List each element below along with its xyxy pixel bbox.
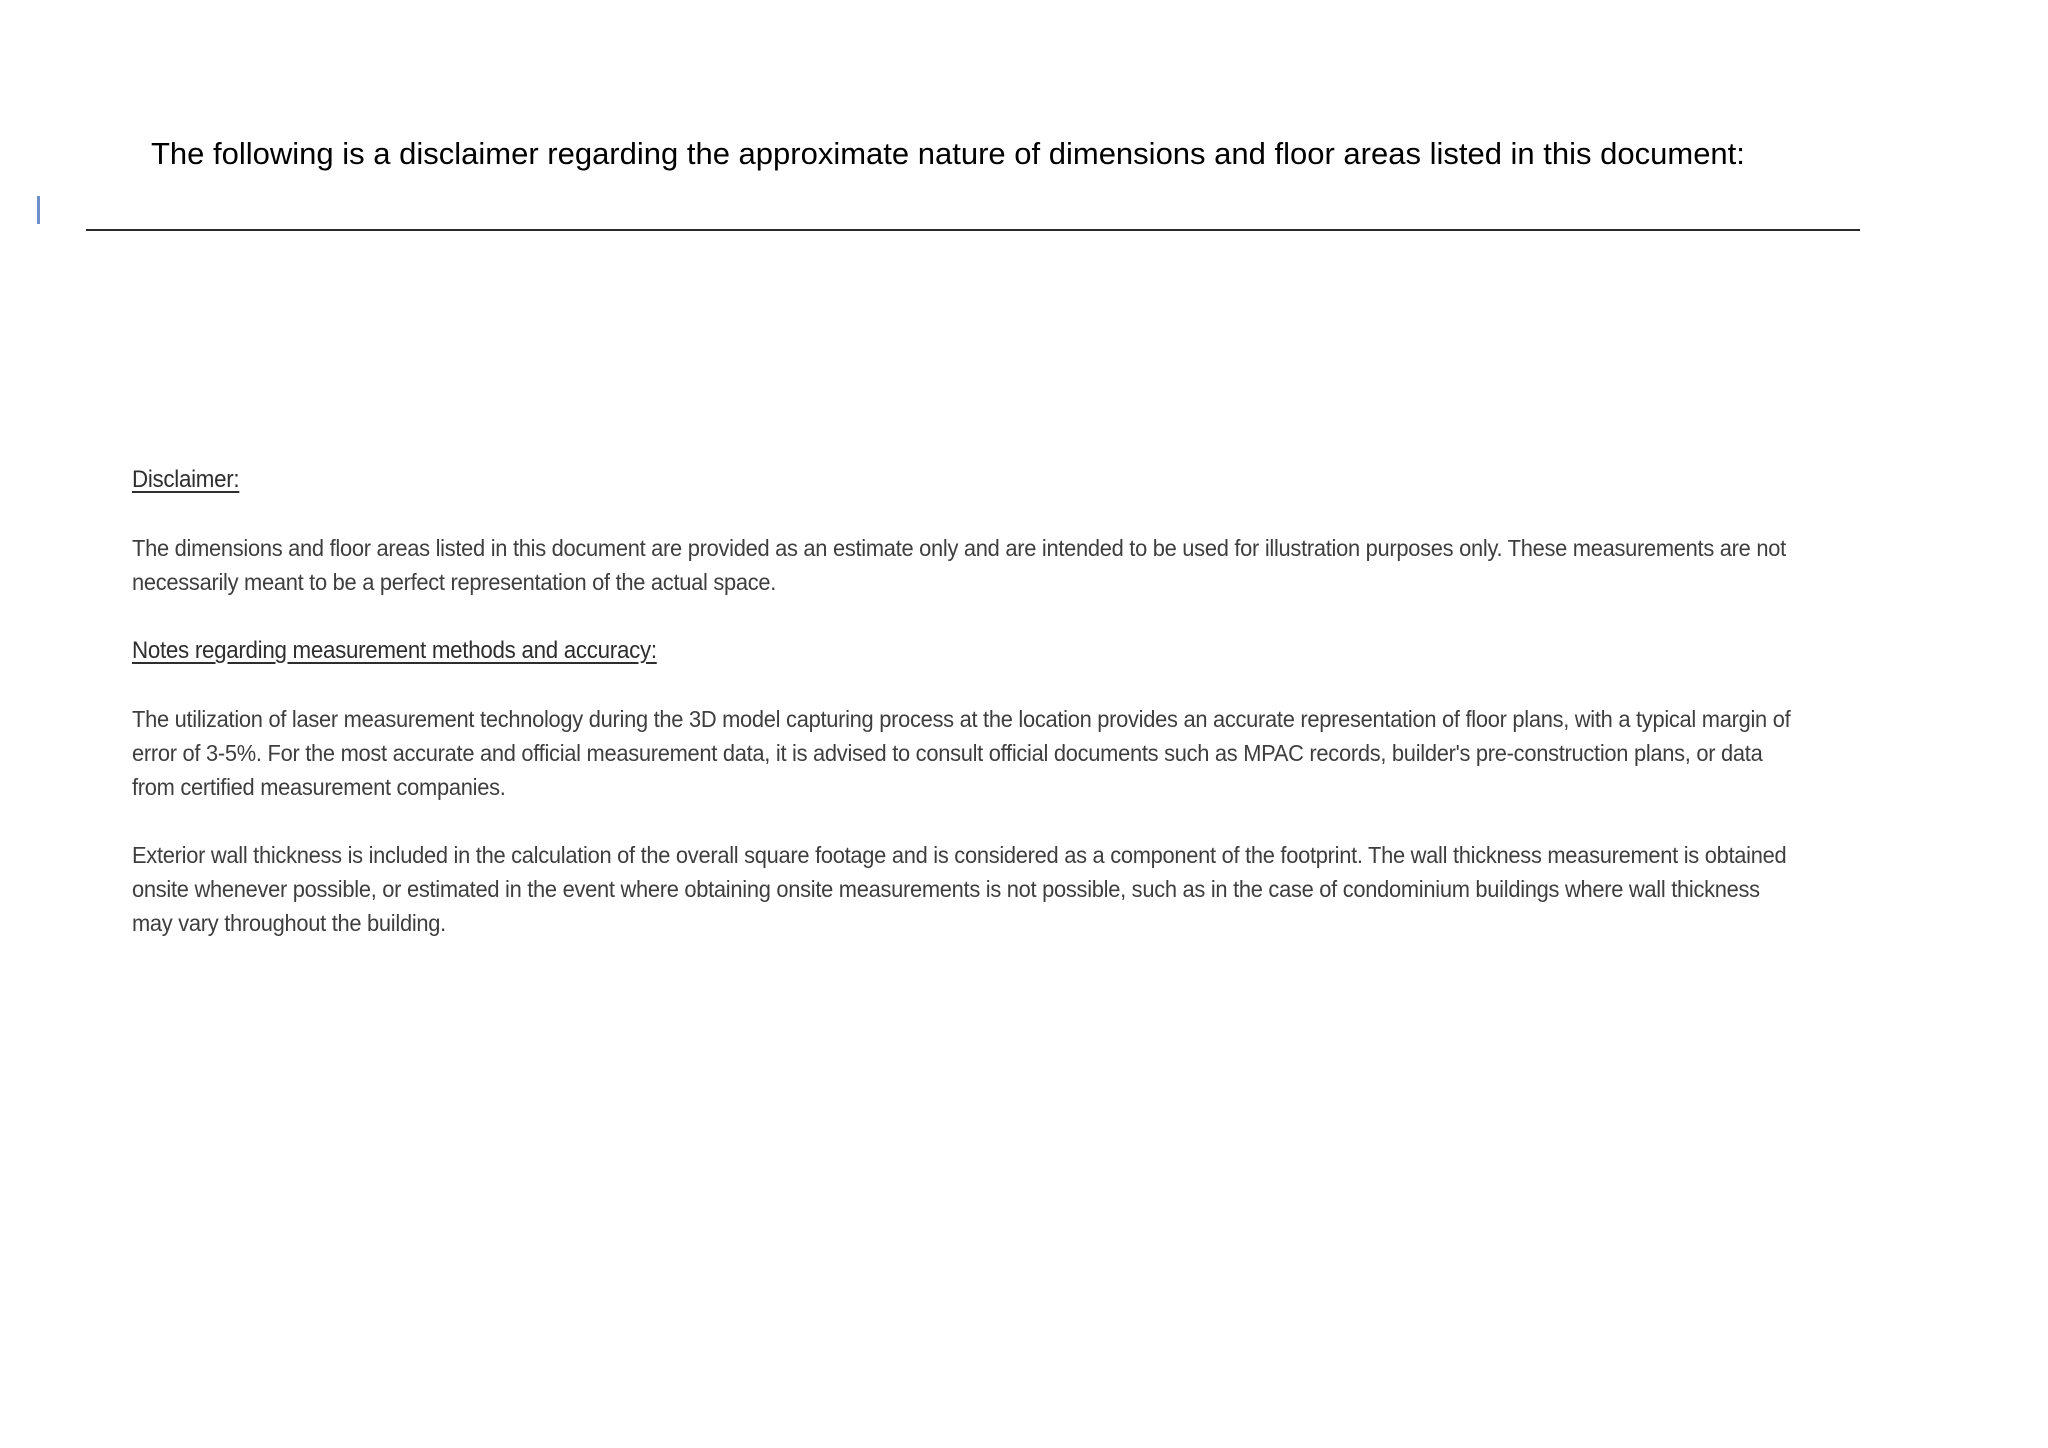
disclaimer-snippet bbox=[132, 462, 1792, 940]
horizontal-divider bbox=[86, 229, 1860, 231]
disclaimer-heading: Disclaimer: bbox=[132, 466, 240, 493]
notes-heading: Notes regarding measurement methods and accuracy: bbox=[132, 637, 657, 664]
text-cursor bbox=[37, 196, 40, 224]
notes-paragraph-wall-thickness: Exterior wall thickness is included in the calculation of the overall square footage and is considered as a component of the footprint. The wall thickness measurement is obtained onsite whenever possible, or estimated in the event where obtaining onsite measurements is not possible, such as in the case of condominium buildings where wall thickness may vary throughout the building. bbox=[132, 842, 1787, 936]
intro-sentence: The following is a disclaimer regarding the approximate nature of dimensions and floor areas listed in this document: bbox=[151, 136, 1745, 171]
disclaimer-paragraph: The dimensions and floor areas listed in this document are provided as an estimate only and are intended to be used for illustration purposes only. These measurements are not necessarily meant to be a perfect representation of the actual space. bbox=[132, 535, 1786, 595]
notes-paragraph-laser: The utilization of laser measurement technology during the 3D model capturing process at the location provides an accurate representation of floor plans, with a typical margin of error of 3-5%. For the most accurate and official measurement data, it is advised to consult official documents such as MPAC records, builder's pre-construction plans, or data from certified measurement companies. bbox=[132, 706, 1791, 800]
